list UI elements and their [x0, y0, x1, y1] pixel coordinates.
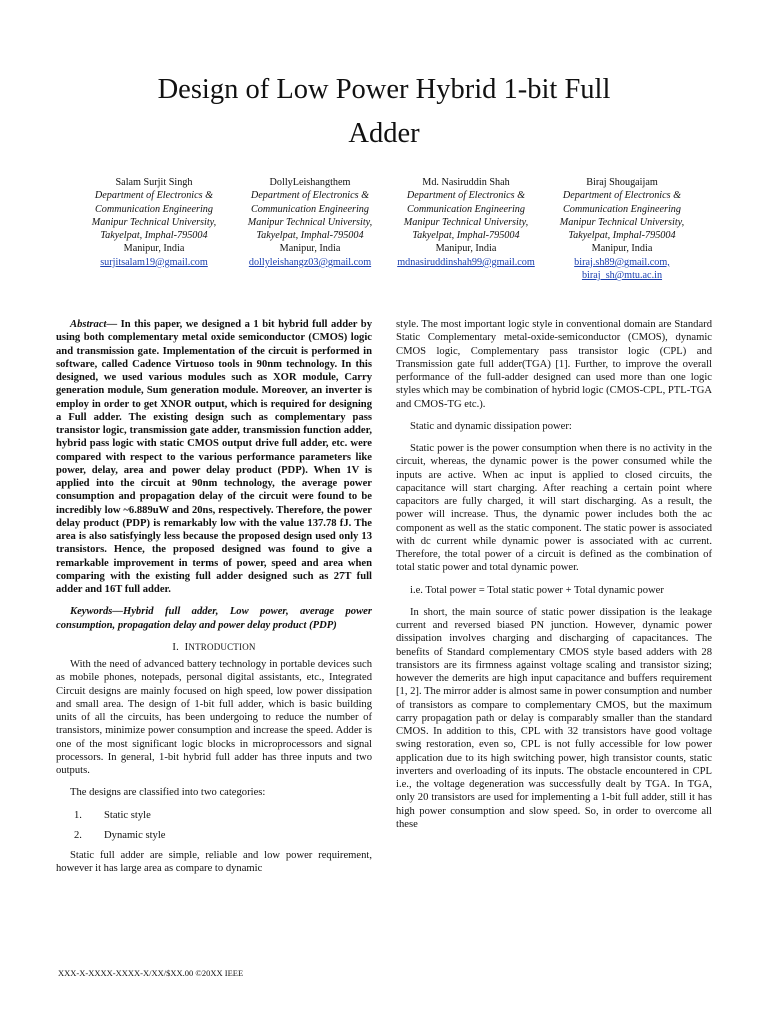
abstract-label: Abstract — [70, 319, 107, 330]
section-title-rest: NTRODUCTION — [188, 641, 256, 652]
author-address: Takyelpat, Imphal-795004 — [256, 230, 364, 242]
list-item — [56, 809, 372, 822]
list-item-label: Static style — [104, 809, 151, 821]
section-title-initial: I — [184, 641, 189, 653]
list-item-number: 2. — [74, 829, 82, 841]
intro-paragraph-1: With the need of advanced battery technology in portable devices such as mobile phones, notepads, personal digital assistants, etc., Integrated Circuit designs are mainly focused on high speed, low power dissipation and small area. The design of 1-bit full adder, which is basic building units of all the circuits, has been undergoing to reduce the number of transistors, minimize power consumption and increase the speed. Adder is one of the most significant logic blocks in microprocessors and signal processors. In general, 1-bit hybrid full adder has three inputs and two outputs. — [56, 659, 372, 776]
list-item-label: Dynamic style — [104, 829, 166, 841]
author-email-link[interactable]: dollyleishangz03@gmail.com — [248, 256, 372, 268]
copyright-footer: XXX-X-XXXX-XXXX-X/XX/$XX.00 ©20XX IEEE — [58, 968, 244, 978]
keywords: Keywords—Hybrid full adder, Low power, average power consumption, propagation delay and power delay product (PDP) — [56, 606, 372, 631]
author-name: DollyLeishangthem — [269, 177, 351, 188]
author-name: Salam Surjit Singh — [115, 177, 193, 188]
right-paragraph-2: Static power is the power consumption when there is no activity in the circuit, whereas, the dynamic power is the power consumed while the inputs are active. When ac input is applied to closed circuits, the capacitance will start charging. After reaching a certain point where capacitors are fully charged, it will start discharging. As a result, the power will increase. Thus, the dynamic power includes both the ac component as well as the static component. The static power is associated with dc current while dynamic power is associated with ac current. Therefore, the total power of a circuit is defined as the combination of total static power and total dynamic power. — [396, 443, 712, 574]
category-list — [56, 809, 372, 843]
intro-paragraph-3: Static full adder are simple, reliable and low power requirement, however it has large area as compare to dynamic — [56, 850, 372, 875]
abstract-text: — In this paper, we designed a 1 bit hybrid full adder by using both complementary metal oxide semiconductor (CMOS) logic and transmission gate. Implementation of the circuit is performed in software, called Cadence Virtuoso tools in 90nm technology. In this designed, we used various modules such as XOR module, Carry generation module, Sum generation module. Moreover, an inverter is employ in order to get XNOR output, which is required for designing a Full adder. The existing design such as complementary pass transistor logic, transmission gate adder, transmission function adder, hybrid pass logic with static CMOS output drive full adder, etc. were compared with respect to the various performance parameters like power, delay, area and power delay product (PDP). When 1V is applied into the circuit at 90nm technology, the average power consumption and propagation delay of the circuit were found to be incredibly low ~6.889uW and 20ns, respectively. Therefore, the power delay product (PDP) is remarkably low with the value 137.78 fJ. The area is also satisfyingly less because the proposed design used only 13 transistors. Hence, the proposed designed was found to give a remarkable improvement in terms of power, speed and area when comparing with the existing full adder designed such as 27T full adder and 16T full adder. — [56, 319, 372, 595]
author-name: Md. Nasiruddin Shah — [422, 177, 510, 188]
author-address: Takyelpat, Imphal-795004 — [412, 230, 520, 242]
author-country: Manipur, India — [435, 243, 497, 255]
list-item-number: 1. — [74, 809, 82, 821]
author-dept: Communication Engineering — [407, 203, 525, 215]
intro-paragraph-2: The designs are classified into two categories: — [70, 787, 266, 799]
author-email-link[interactable]: mdnasiruddinshah99@gmail.com — [397, 256, 535, 268]
author-university: Manipur Technical University, — [91, 216, 217, 228]
author-address: Takyelpat, Imphal-795004 — [100, 230, 208, 242]
author-email-link[interactable]: biraj.sh89@gmail.com, — [574, 256, 670, 268]
author-email-link-2[interactable]: biraj_sh@mtu.ac.in — [581, 270, 663, 282]
right-paragraph-3: In short, the main source of static power dissipation is the leakage current and reversed biased PN junction. However, dynamic power dissipation involves charging and discharging of capacitances. The benefits of Standard complementary CMOS style based adders with 28 transistors are its firmness against voltage scaling and transistor sizing; however the demerits are high input capacitance and buffers requirement [1, 2]. The mirror adder is almost same in power consumption and number of transistors as compare to complementary CMOS, but the maximum carry propagation path or delay is comparably smaller than the standard CMOS. In addition to this, CPL with 32 transistors have good voltage swing restoration, even so, CPL is not fully accessible for low power application due to its high switching power, high transistor counts, static inverters and overloading of its inputs. The obstacle encountered in CPL i.e., the voltage degeneration was successfully dealt by TGA. In TGA, only 20 transistors are used for implementing a 1-bit full adder, still it has high power consumption and slow speed. So, in order to overcome all these — [396, 606, 712, 830]
author-university: Manipur Technical University, — [403, 216, 529, 228]
power-equation: i.e. Total power = Total static power + Total dynamic power — [410, 584, 664, 596]
right-paragraph-1: style. The most important logic style in conventional domain are Standard Static Complementary metal-oxide-semiconductor (CMOS), dynamic CMOS logic, Complementary pass transistor logic (CPL) and Transmission gate full adder(TGA) [1]. Further, to improve the overall performance of the full-adder designed can used more than one logic styles which may be combination of hybrid logic (CMOS-CPL, PTL-TGA and CMOS-TG etc.). — [396, 319, 713, 410]
paper-title — [60, 68, 708, 156]
section-heading-introduction — [56, 641, 372, 654]
author-4 — [522, 176, 722, 282]
author-university: Manipur Technical University, — [247, 216, 373, 228]
author-dept: Communication Engineering — [251, 203, 369, 215]
author-dept: Department of Electronics & — [406, 190, 526, 202]
list-item — [56, 829, 372, 842]
author-dept: Department of Electronics & — [250, 190, 370, 202]
author-address: Takyelpat, Imphal-795004 — [568, 230, 676, 242]
right-column — [396, 318, 712, 840]
title-line-2: Adder — [348, 118, 420, 149]
subsection-heading: Static and dynamic dissipation power: — [410, 420, 572, 432]
author-university: Manipur Technical University, — [559, 216, 685, 228]
author-country: Manipur, India — [591, 243, 653, 255]
section-number: I. — [172, 641, 179, 653]
author-dept: Communication Engineering — [563, 203, 681, 215]
author-country: Manipur, India — [279, 243, 341, 255]
author-country: Manipur, India — [123, 243, 185, 255]
left-column — [56, 318, 372, 885]
author-dept: Communication Engineering — [95, 203, 213, 215]
abstract — [56, 318, 372, 596]
author-name: Biraj Shougaijam — [586, 177, 658, 188]
author-email-link[interactable]: surjitsalam19@gmail.com — [100, 256, 208, 268]
author-dept: Department of Electronics & — [562, 190, 682, 202]
title-line-1: Design of Low Power Hybrid 1-bit Full — [157, 74, 611, 105]
author-dept: Department of Electronics & — [94, 190, 214, 202]
